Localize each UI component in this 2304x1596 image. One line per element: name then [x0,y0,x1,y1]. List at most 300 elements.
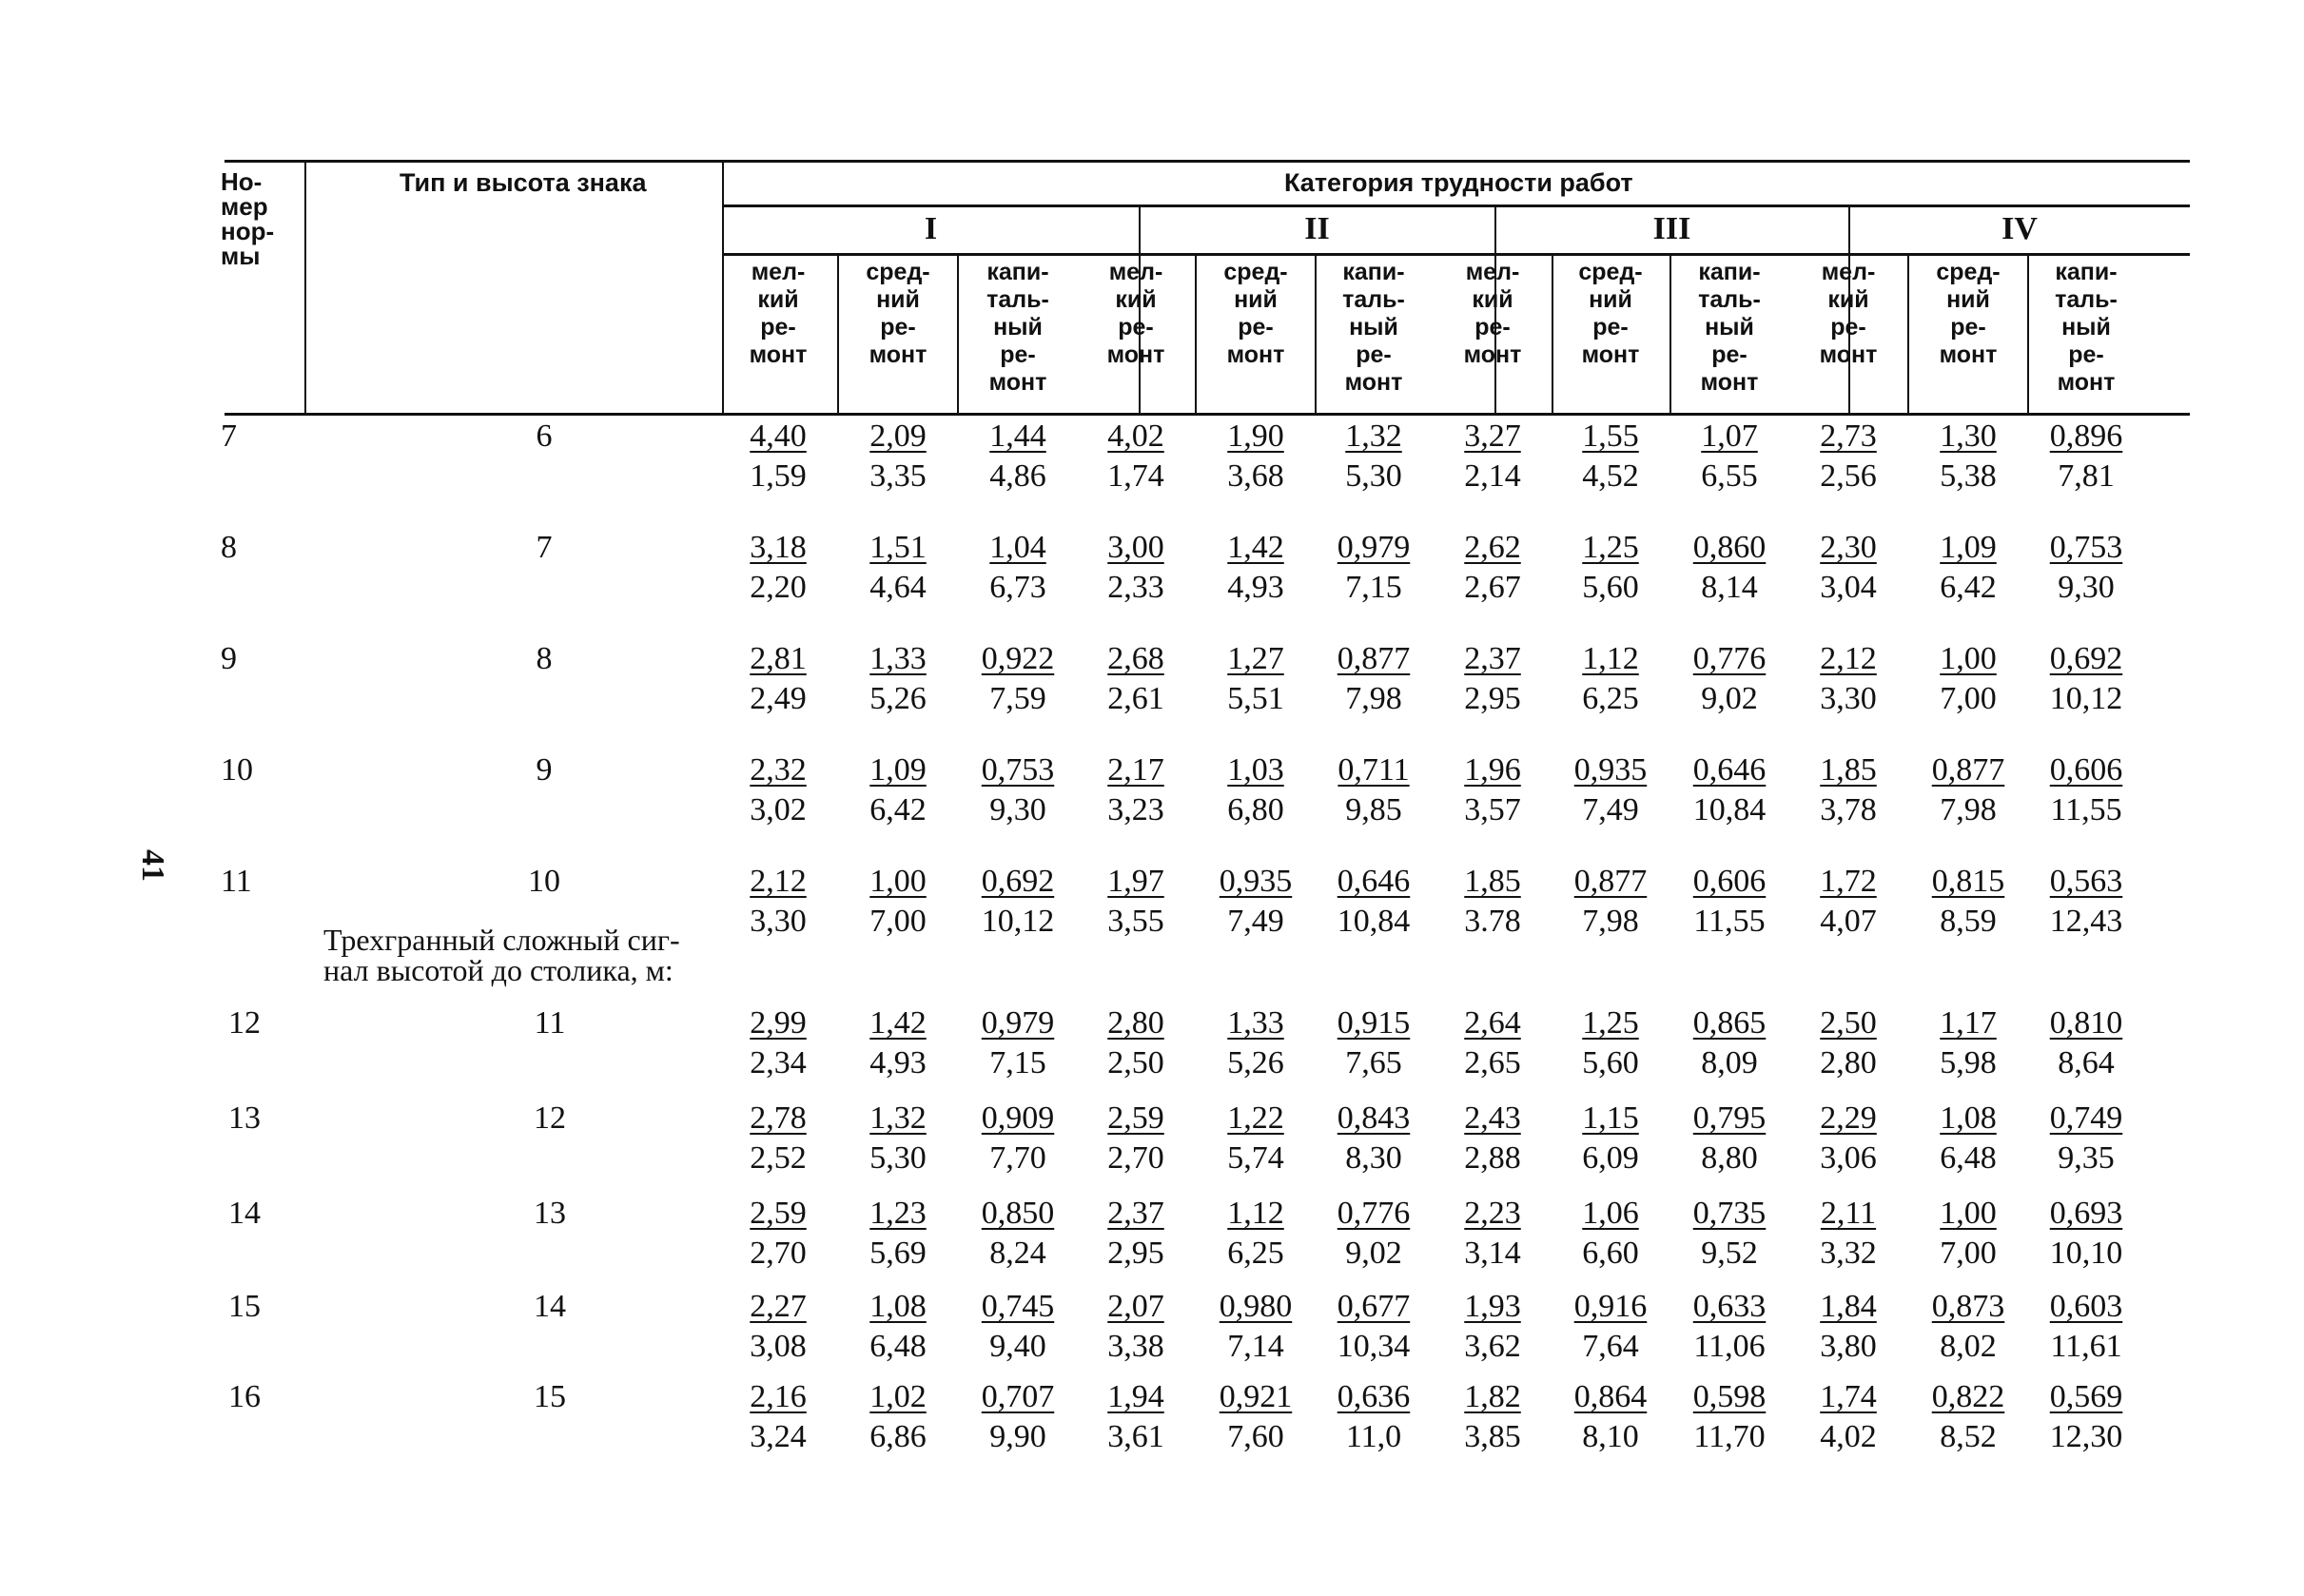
time-norm-value: 0,633 [1692,1289,1767,1324]
norm-number: 8 [221,530,237,565]
time-norm-value: 0,735 [1692,1196,1767,1231]
time-norm-value: 0,563 [2049,864,2123,899]
time-norm-value: 3,27 [1464,418,1521,454]
time-norm-value: 0,693 [2049,1196,2123,1231]
norm-value-cell [1321,641,1426,717]
output-norm-value: 6,42 [869,792,927,827]
norm-value-cell [1203,418,1308,495]
time-norm-value: 1,17 [1940,1005,1997,1041]
output-norm-value: 7,15 [989,1045,1046,1080]
norm-value-cell [1084,1289,1188,1365]
norm-value-cell [1440,530,1545,606]
time-norm-value: 1,08 [1940,1100,1997,1136]
output-norm-value: 4,64 [869,570,927,605]
time-norm-value: 1,85 [1464,864,1521,899]
time-norm-value: 4,40 [750,418,807,454]
time-norm-value: 1,82 [1464,1379,1521,1414]
output-norm-value: 3,06 [1820,1140,1877,1176]
output-norm-value: 5,30 [869,1140,927,1176]
sign-type-value: 15 [534,1379,566,1414]
output-norm-value: 11,61 [2050,1329,2122,1364]
sign-type-value: 14 [534,1289,566,1324]
time-norm-value: 2,30 [1820,530,1877,565]
norm-value-cell [1558,1100,1663,1177]
output-norm-value: 12,43 [2049,904,2123,939]
output-norm-value: 2,80 [1820,1045,1877,1080]
time-norm-value: 0,979 [981,1005,1055,1041]
time-norm-value: 1,15 [1582,1100,1639,1136]
norm-value-cell [1084,1100,1188,1177]
norm-value-cell [1916,864,2021,940]
output-norm-value: 5,74 [1227,1140,1284,1176]
output-norm-value: 9,52 [1701,1236,1758,1271]
norm-value-cell [1796,418,1901,495]
subcol-divider [1907,255,1909,413]
output-norm-value: 8,64 [2058,1045,2115,1080]
output-norm-value: 2,88 [1464,1140,1521,1176]
norm-value-cell [1084,864,1188,940]
output-norm-value: 3,57 [1464,792,1521,827]
norm-value-cell [1084,1379,1188,1455]
norm-value-cell [1558,1196,1663,1272]
norm-value-cell [1677,1196,1782,1272]
output-norm-value: 2,52 [750,1140,807,1176]
norm-value-cell [726,752,830,828]
output-norm-value: 4,86 [989,458,1046,494]
time-norm-value: 2,50 [1820,1005,1877,1041]
time-norm-value: 3,18 [750,530,807,565]
norm-number: 10 [221,752,253,788]
norm-value-cell [846,752,950,828]
sign-type-header: Тип и высота знака [400,168,647,197]
category-rule [723,204,2190,207]
output-norm-value: 6,42 [1940,570,1997,605]
output-norm-value: 7,00 [869,904,927,939]
output-norm-value: 7,00 [1940,1236,1997,1271]
norm-value-cell [1916,1196,2021,1272]
output-norm-value: 10,84 [1692,792,1767,827]
time-norm-value: 0,745 [981,1289,1055,1324]
output-norm-value: 7,15 [1345,570,1402,605]
time-norm-value: 1,09 [1940,530,1997,565]
norm-value-cell [1203,752,1308,828]
norm-value-cell [1440,1379,1545,1455]
time-norm-value: 1,96 [1464,752,1521,788]
time-norm-value: 0,569 [2049,1379,2123,1414]
time-norm-value: 0,753 [981,752,1055,788]
norm-value-cell [2034,641,2138,717]
norm-value-cell [1796,1005,1901,1081]
norm-value-cell [1440,864,1545,940]
sign-type-value: 13 [534,1196,566,1231]
norm-value-cell [1321,530,1426,606]
time-norm-value: 0,922 [981,641,1055,676]
output-norm-value: 6,80 [1227,792,1284,827]
norm-value-cell [1203,641,1308,717]
time-norm-value: 0,877 [1931,752,2005,788]
norm-value-cell [1916,418,2021,495]
output-norm-value: 2,67 [1464,570,1521,605]
norm-value-cell [1440,1289,1545,1365]
time-norm-value: 2,37 [1464,641,1521,676]
norm-number-header: Но- мер нор- мы [221,167,275,270]
time-norm-value: 0,916 [1573,1289,1648,1324]
output-norm-value: 7,98 [1582,904,1639,939]
norm-value-cell [966,641,1070,717]
output-norm-value: 10,12 [2049,681,2123,716]
time-norm-value: 0,865 [1692,1005,1767,1041]
norm-number: 7 [221,418,237,454]
time-norm-value: 1,32 [1345,418,1402,454]
time-norm-value: 0,850 [981,1196,1055,1231]
sign-type-value: 11 [534,1005,566,1041]
norm-value-cell [2034,752,2138,828]
time-norm-value: 1,85 [1820,752,1877,788]
output-norm-value: 6,60 [1582,1236,1639,1271]
sign-type-value: 12 [534,1100,566,1136]
subheader-rule [723,253,2190,256]
norm-value-cell [1203,1100,1308,1177]
output-norm-value: 6,48 [869,1329,927,1364]
time-norm-value: 2,81 [750,641,807,676]
output-norm-value: 2,70 [1107,1140,1164,1176]
output-norm-value: 8,30 [1345,1140,1402,1176]
norm-value-cell [1440,752,1545,828]
time-norm-value: 2,12 [1820,641,1877,676]
time-norm-value: 4,02 [1107,418,1164,454]
norm-value-cell [1677,1379,1782,1455]
output-norm-value: 11,06 [1693,1329,1766,1364]
norm-value-cell [1084,530,1188,606]
norm-value-cell [1916,1289,2021,1365]
output-norm-value: 8,59 [1940,904,1997,939]
norm-value-cell [1677,641,1782,717]
output-norm-value: 3,24 [750,1419,807,1454]
output-norm-value: 3,35 [869,458,927,494]
norm-value-cell [966,1289,1070,1365]
subcol-divider [957,255,959,413]
output-norm-value: 2,61 [1107,681,1164,716]
output-norm-value: 8,80 [1701,1140,1758,1176]
time-norm-value: 1,42 [1227,530,1284,565]
norm-value-cell [846,1100,950,1177]
norm-value-cell [1558,530,1663,606]
output-norm-value: 4,02 [1820,1419,1877,1454]
norm-value-cell [726,1196,830,1272]
sign-type-value: 9 [536,752,553,788]
output-norm-value: 2,65 [1464,1045,1521,1080]
time-norm-value: 1,51 [869,530,927,565]
output-norm-value: 5,69 [869,1236,927,1271]
norm-value-cell [1440,641,1545,717]
norm-value-cell [846,864,950,940]
norm-value-cell [2034,1100,2138,1177]
difficulty-header: Категория трудности работ [1284,168,1633,197]
norm-value-cell [1558,864,1663,940]
norm-value-cell [1796,752,1901,828]
output-norm-value: 8,10 [1582,1419,1639,1454]
output-norm-value: 3,23 [1107,792,1164,827]
norm-value-cell [2034,864,2138,940]
norm-value-cell [1916,752,2021,828]
norm-value-cell [1916,530,2021,606]
time-norm-value: 2,23 [1464,1196,1521,1231]
time-norm-value: 0,980 [1219,1289,1293,1324]
output-norm-value: 3,38 [1107,1329,1164,1364]
output-norm-value: 5,98 [1940,1045,1997,1080]
time-norm-value: 2,09 [869,418,927,454]
output-norm-value: 9,30 [2058,570,2115,605]
time-norm-value: 0,810 [2049,1005,2123,1041]
norm-value-cell [1916,1005,2021,1081]
subheader-capital-repair-cat1: капи- таль- ный ре- монт [986,259,1049,396]
output-norm-value: 8,52 [1940,1419,1997,1454]
time-norm-value: 2,32 [750,752,807,788]
subcol-divider [1669,255,1671,413]
norm-value-cell [726,530,830,606]
output-norm-value: 3,85 [1464,1419,1521,1454]
header-bottom-rule [225,413,2190,416]
norm-value-cell [726,1379,830,1455]
subheader-minor-repair-cat4: мел- кий ре- монт [1819,259,1878,368]
output-norm-value: 9,85 [1345,792,1402,827]
output-norm-value: 3.78 [1464,904,1521,939]
output-norm-value: 5,51 [1227,681,1284,716]
output-norm-value: 8,02 [1940,1329,1997,1364]
output-norm-value: 2,56 [1820,458,1877,494]
norm-value-cell [1796,1379,1901,1455]
norm-value-cell [966,1196,1070,1272]
norm-value-cell [966,752,1070,828]
time-norm-value: 2,68 [1107,641,1164,676]
norm-value-cell [1796,1196,1901,1272]
subheader-minor-repair-cat3: мел- кий ре- монт [1463,259,1522,368]
output-norm-value: 10,12 [981,904,1055,939]
output-norm-value: 7,60 [1227,1419,1284,1454]
output-norm-value: 2,14 [1464,458,1521,494]
time-norm-value: 1,84 [1820,1289,1877,1324]
output-norm-value: 6,73 [989,570,1046,605]
time-norm-value: 0,860 [1692,530,1767,565]
output-norm-value: 5,38 [1940,458,1997,494]
norm-value-cell [1916,1379,2021,1455]
time-norm-value: 1,55 [1582,418,1639,454]
category-2-header: II [1304,211,1330,246]
norm-value-cell [1558,1379,1663,1455]
output-norm-value: 6,86 [869,1419,927,1454]
norm-number: 15 [228,1289,261,1324]
time-norm-value: 1,30 [1940,418,1997,454]
page-number: 41 [135,849,170,882]
output-norm-value: 9,30 [989,792,1046,827]
output-norm-value: 6,55 [1701,458,1758,494]
subheader-minor-repair-cat1: мел- кий ре- монт [749,259,808,368]
category-3-header: III [1652,211,1691,246]
time-norm-value: 0,606 [1692,864,1767,899]
time-norm-value: 1,94 [1107,1379,1164,1414]
sign-type-value: 7 [536,530,553,565]
time-norm-value: 0,603 [2049,1289,2123,1324]
norm-value-cell [1677,1289,1782,1365]
output-norm-value: 9,90 [989,1419,1046,1454]
output-norm-value: 5,26 [1227,1045,1284,1080]
time-norm-value: 1,00 [1940,1196,1997,1231]
norm-value-cell [2034,1196,2138,1272]
time-norm-value: 1,72 [1820,864,1877,899]
norm-value-cell [846,1379,950,1455]
output-norm-value: 2,50 [1107,1045,1164,1080]
output-norm-value: 1,74 [1107,458,1164,494]
time-norm-value: 0,692 [981,864,1055,899]
output-norm-value: 3,78 [1820,792,1877,827]
time-norm-value: 0,692 [2049,641,2123,676]
time-norm-value: 1,08 [869,1289,927,1324]
norm-value-cell [1440,418,1545,495]
norm-value-cell [1916,1100,2021,1177]
time-norm-value: 0,864 [1573,1379,1648,1414]
time-norm-value: 1,00 [869,864,927,899]
output-norm-value: 7,14 [1227,1329,1284,1364]
output-norm-value: 2,34 [750,1045,807,1080]
output-norm-value: 10,10 [2049,1236,2123,1271]
output-norm-value: 2,33 [1107,570,1164,605]
time-norm-value: 0,749 [2049,1100,2123,1136]
norm-value-cell [966,1100,1070,1177]
output-norm-value: 6,25 [1582,681,1639,716]
norm-value-cell [1321,1005,1426,1081]
norm-value-cell [1796,864,1901,940]
norm-value-cell [966,864,1070,940]
output-norm-value: 7,98 [1345,681,1402,716]
norm-value-cell [1321,752,1426,828]
norm-value-cell [1321,1379,1426,1455]
time-norm-value: 2,62 [1464,530,1521,565]
time-norm-value: 0,707 [981,1379,1055,1414]
time-norm-value: 0,877 [1337,641,1411,676]
time-norm-value: 2,07 [1107,1289,1164,1324]
output-norm-value: 2,70 [750,1236,807,1271]
time-norm-value: 1,23 [869,1196,927,1231]
time-norm-value: 2,16 [750,1379,807,1414]
norm-value-cell [1796,530,1901,606]
norm-value-cell [1321,1196,1426,1272]
norm-value-cell [1084,1005,1188,1081]
output-norm-value: 2,95 [1107,1236,1164,1271]
norm-value-cell [1203,1289,1308,1365]
norm-value-cell [1440,1196,1545,1272]
subheader-medium-repair-cat1: сред- ний ре- монт [866,259,930,368]
norm-value-cell [1084,641,1188,717]
time-norm-value: 0,646 [1337,864,1411,899]
time-norm-value: 0,935 [1573,752,1648,788]
subheader-medium-repair-cat2: сред- ний ре- монт [1223,259,1288,368]
output-norm-value: 6,48 [1940,1140,1997,1176]
norm-value-cell [1440,1005,1545,1081]
time-norm-value: 2,73 [1820,418,1877,454]
time-norm-value: 1,93 [1464,1289,1521,1324]
norm-value-cell [846,641,950,717]
norm-value-cell [1796,1289,1901,1365]
output-norm-value: 4,52 [1582,458,1639,494]
time-norm-value: 0,843 [1337,1100,1411,1136]
time-norm-value: 0,636 [1337,1379,1411,1414]
output-norm-value: 7,64 [1582,1329,1639,1364]
output-norm-value: 3,55 [1107,904,1164,939]
time-norm-value: 0,776 [1692,641,1767,676]
output-norm-value: 5,60 [1582,570,1639,605]
norm-value-cell [966,418,1070,495]
norm-value-cell [1558,1289,1663,1365]
time-norm-value: 1,90 [1227,418,1284,454]
output-norm-value: 11,70 [1693,1419,1766,1454]
subheader-capital-repair-cat4: капи- таль- ный ре- монт [2055,259,2118,396]
norm-value-cell [1321,1289,1426,1365]
output-norm-value: 4,93 [1227,570,1284,605]
output-norm-value: 9,02 [1345,1236,1402,1271]
norm-value-cell [1203,864,1308,940]
output-norm-value: 7,49 [1227,904,1284,939]
time-norm-value: 2,43 [1464,1100,1521,1136]
output-norm-value: 7,59 [989,681,1046,716]
output-norm-value: 11,55 [2050,792,2122,827]
output-norm-value: 6,25 [1227,1236,1284,1271]
output-norm-value: 7,00 [1940,681,1997,716]
output-norm-value: 2,95 [1464,681,1521,716]
norm-value-cell [1558,641,1663,717]
table-top-rule [225,160,2190,163]
norm-value-cell [846,1196,950,1272]
norm-value-cell [726,1289,830,1365]
time-norm-value: 0,877 [1573,864,1648,899]
output-norm-value: 7,65 [1345,1045,1402,1080]
norm-value-cell [1558,752,1663,828]
output-norm-value: 10,34 [1337,1329,1411,1364]
output-norm-value: 7,98 [1940,792,1997,827]
norm-value-cell [2034,418,2138,495]
norm-value-cell [726,418,830,495]
norm-value-cell [1558,1005,1663,1081]
norm-value-cell [846,418,950,495]
norm-value-cell [1084,752,1188,828]
time-norm-value: 0,598 [1692,1379,1767,1414]
time-norm-value: 0,677 [1337,1289,1411,1324]
norm-value-cell [1321,864,1426,940]
norm-value-cell [1203,1196,1308,1272]
category-4-header: IV [2001,211,2038,246]
time-norm-value: 1,33 [869,641,927,676]
norm-value-cell [846,1005,950,1081]
output-norm-value: 12,30 [2049,1419,2123,1454]
output-norm-value: 3,02 [750,792,807,827]
time-norm-value: 2,99 [750,1005,807,1041]
norm-value-cell [1916,641,2021,717]
time-norm-value: 1,97 [1107,864,1164,899]
section-note: Трехгранный сложный сиг- нал высотой до столика, м: [323,923,680,987]
time-norm-value: 1,25 [1582,530,1639,565]
time-norm-value: 2,27 [750,1289,807,1324]
time-norm-value: 1,44 [989,418,1046,454]
output-norm-value: 4,07 [1820,904,1877,939]
time-norm-value: 0,915 [1337,1005,1411,1041]
norm-value-cell [966,1005,1070,1081]
output-norm-value: 7,49 [1582,792,1639,827]
output-norm-value: 3,61 [1107,1419,1164,1454]
norm-value-cell [1440,1100,1545,1177]
time-norm-value: 0,979 [1337,530,1411,565]
time-norm-value: 2,78 [750,1100,807,1136]
output-norm-value: 6,09 [1582,1140,1639,1176]
norm-value-cell [1084,1196,1188,1272]
